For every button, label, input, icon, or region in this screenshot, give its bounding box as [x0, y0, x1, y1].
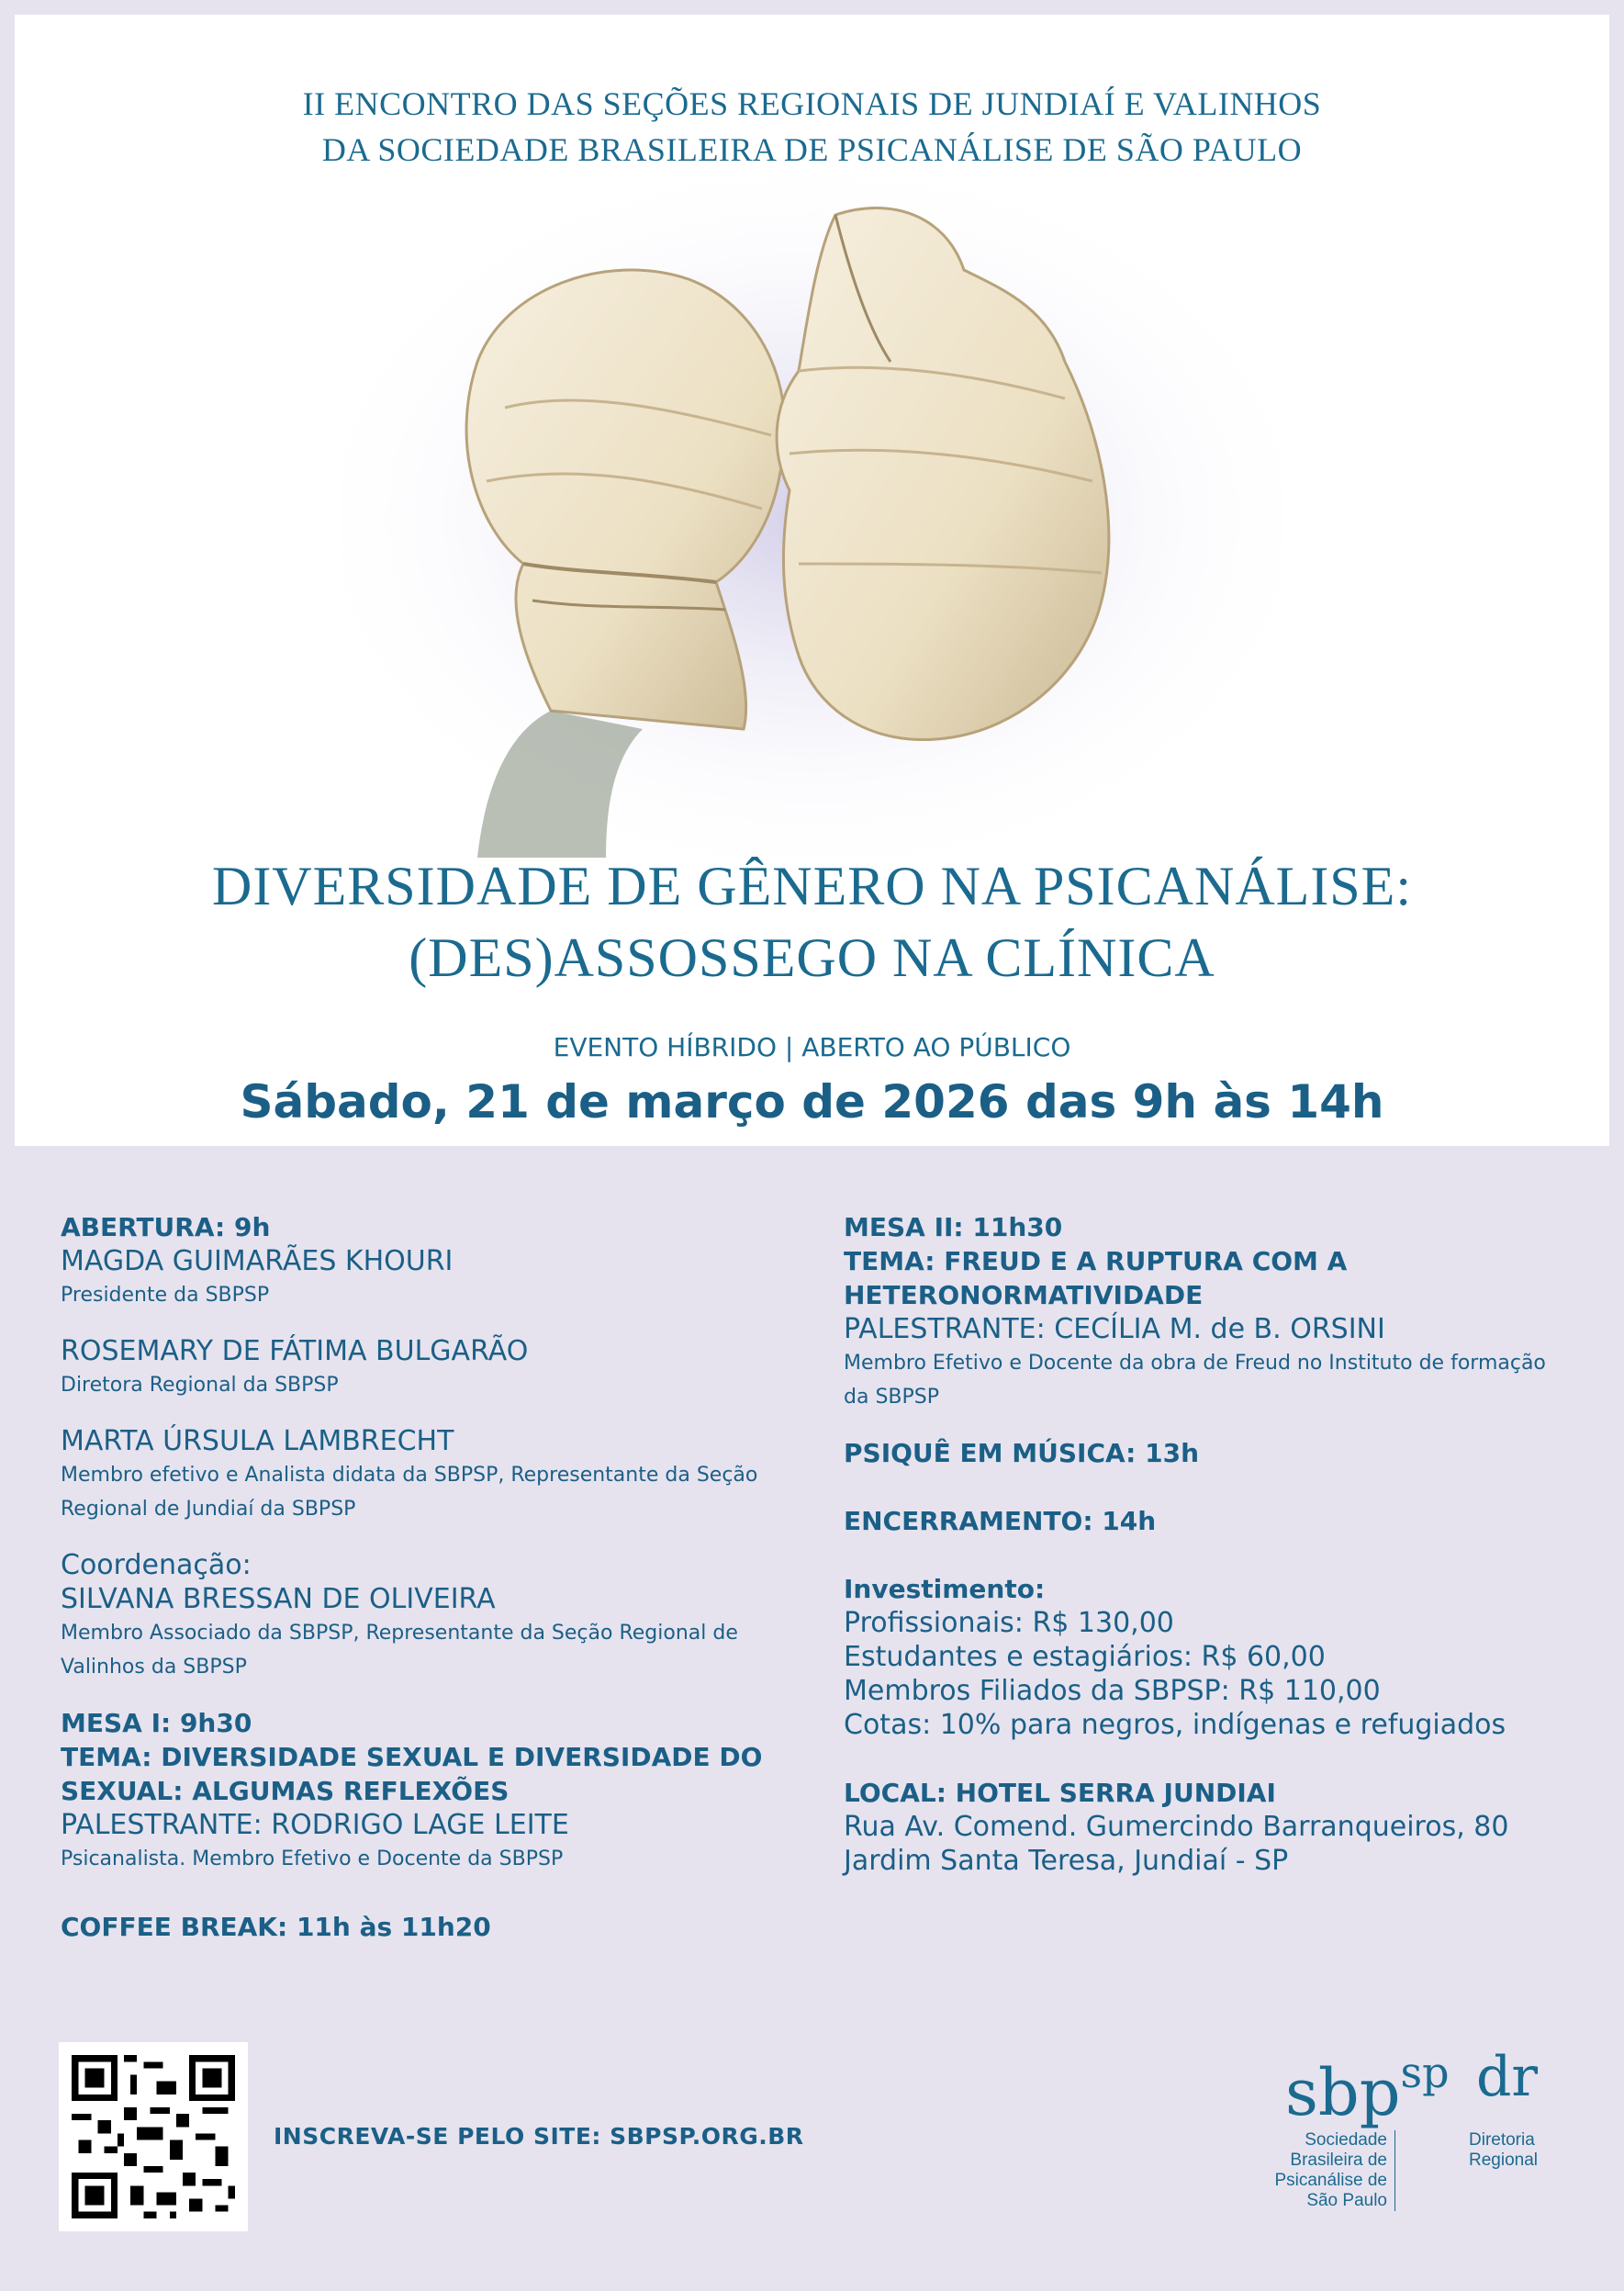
encerramento-label: ENCERRAMENTO: 14h: [844, 1506, 1157, 1536]
program-left-column: [61, 1210, 795, 1944]
price-item: Profissionais: R$ 130,00: [844, 1607, 1174, 1639]
event-title: [15, 850, 1609, 994]
logo-caption-line: Brasileira de: [1290, 2151, 1387, 2170]
dr-logo: dr: [1476, 2045, 1539, 2109]
event-header: [15, 81, 1609, 173]
mesa2-speaker: PALESTRANTE: CECÍLIA M. de B. ORSINI: [844, 1313, 1385, 1345]
wrapped-heads-illustration: [340, 178, 1285, 858]
mesa2-speaker-role: Membro Efetivo e Docente da obra de Freud no Instituto de formação: [844, 1352, 1546, 1375]
logo-caption-line: Psicanálise de: [1274, 2171, 1387, 2190]
logo-superscript: sp: [1400, 2048, 1450, 2097]
venue-address: Rua Av. Comend. Gumercindo Barranqueiros, 80: [844, 1811, 1509, 1843]
psique-label: PSIQUÊ EM MÚSICA: 13h: [844, 1438, 1200, 1468]
event-header-line1: II ENCONTRO DAS SEÇÕES REGIONAIS DE JUNDIAÍ E VALINHOS: [302, 85, 1322, 122]
mesa1-speaker-role: Psicanalista. Membro Efetivo e Docente da SBPSP: [61, 1847, 564, 1870]
logo-caption-line: Sociedade: [1305, 2130, 1387, 2150]
mesa1-speaker: PALESTRANTE: RODRIGO LAGE LEITE: [61, 1809, 569, 1841]
register-link[interactable]: INSCREVA-SE PELO SITE: SBPSP.ORG.BR: [274, 2123, 804, 2150]
price-item: Membros Filiados da SBPSP: R$ 110,00: [844, 1675, 1381, 1707]
speaker-name: ROSEMARY DE FÁTIMA BULGARÃO: [61, 1335, 529, 1367]
qr-code-graphic: [59, 2042, 248, 2231]
venue-address: Jardim Santa Teresa, Jundiaí - SP: [844, 1845, 1289, 1877]
speaker-role: Presidente da SBPSP: [61, 1284, 270, 1307]
dr-caption-line: Regional: [1469, 2151, 1538, 2170]
logo-caption-line: São Paulo: [1306, 2191, 1387, 2210]
event-title-line2: (DES)ASSOSSEGO NA CLÍNICA: [409, 927, 1215, 988]
coordinator-role: Valinhos da SBPSP: [61, 1656, 247, 1679]
speaker-role: Membro efetivo e Analista didata da SBPSP, Representante da Seção: [61, 1464, 758, 1487]
event-format: EVENTO HÍBRIDO | ABERTO AO PÚBLICO: [553, 1032, 1071, 1062]
logo-text: sbp: [1285, 2055, 1401, 2130]
event-header-line2: DA SOCIEDADE BRASILEIRA DE PSICANÁLISE DE SÃO PAULO: [321, 131, 1303, 168]
mesa2-label: MESA II: 11h30: [844, 1212, 1063, 1242]
qr-code-icon[interactable]: [59, 2042, 248, 2231]
mesa2-theme: TEMA: FREUD E A RUPTURA COM A: [844, 1246, 1348, 1276]
dr-caption: [1469, 2130, 1538, 2171]
coordination-label: Coordenação:: [61, 1549, 252, 1581]
mesa2-speaker-role: da SBPSP: [844, 1386, 939, 1409]
speaker-role: Regional de Jundiaí da SBPSP: [61, 1498, 356, 1521]
price-item: Estudantes e estagiários: R$ 60,00: [844, 1641, 1326, 1673]
mesa1-label: MESA I: 9h30: [61, 1708, 252, 1738]
hero-panel: [15, 15, 1609, 1146]
mesa1-theme: TEMA: DIVERSIDADE SEXUAL E DIVERSIDADE DO: [61, 1742, 763, 1772]
mesa1-theme: SEXUAL: ALGUMAS REFLEXÕES: [61, 1776, 510, 1806]
sbpsp-logo: [1285, 2040, 1450, 2130]
logo-caption: [1267, 2130, 1395, 2211]
venue-label: LOCAL: HOTEL SERRA JUNDIAI: [844, 1778, 1276, 1808]
program-right-column: [844, 1210, 1578, 1878]
coffee-break: COFFEE BREAK: 11h às 11h20: [61, 1912, 491, 1942]
event-date: Sábado, 21 de março de 2026 das 9h às 14h: [240, 1075, 1384, 1129]
coordinator-name: SILVANA BRESSAN DE OLIVEIRA: [61, 1583, 496, 1615]
dr-caption-line: Diretoria: [1469, 2130, 1535, 2150]
speaker-name: MARTA ÚRSULA LAMBRECHT: [61, 1425, 454, 1457]
investment-label: Investimento:: [844, 1574, 1046, 1604]
mesa2-theme: HETERONORMATIVIDADE: [844, 1280, 1204, 1310]
coordinator-role: Membro Associado da SBPSP, Representante da Seção Regional de: [61, 1622, 738, 1645]
price-item: Cotas: 10% para negros, indígenas e refugiados: [844, 1709, 1506, 1741]
abertura-label: ABERTURA: 9h: [61, 1212, 271, 1242]
speaker-name: MAGDA GUIMARÃES KHOURI: [61, 1245, 454, 1277]
event-title-line1: DIVERSIDADE DE GÊNERO NA PSICANÁLISE:: [212, 856, 1412, 916]
speaker-role: Diretora Regional da SBPSP: [61, 1374, 339, 1397]
